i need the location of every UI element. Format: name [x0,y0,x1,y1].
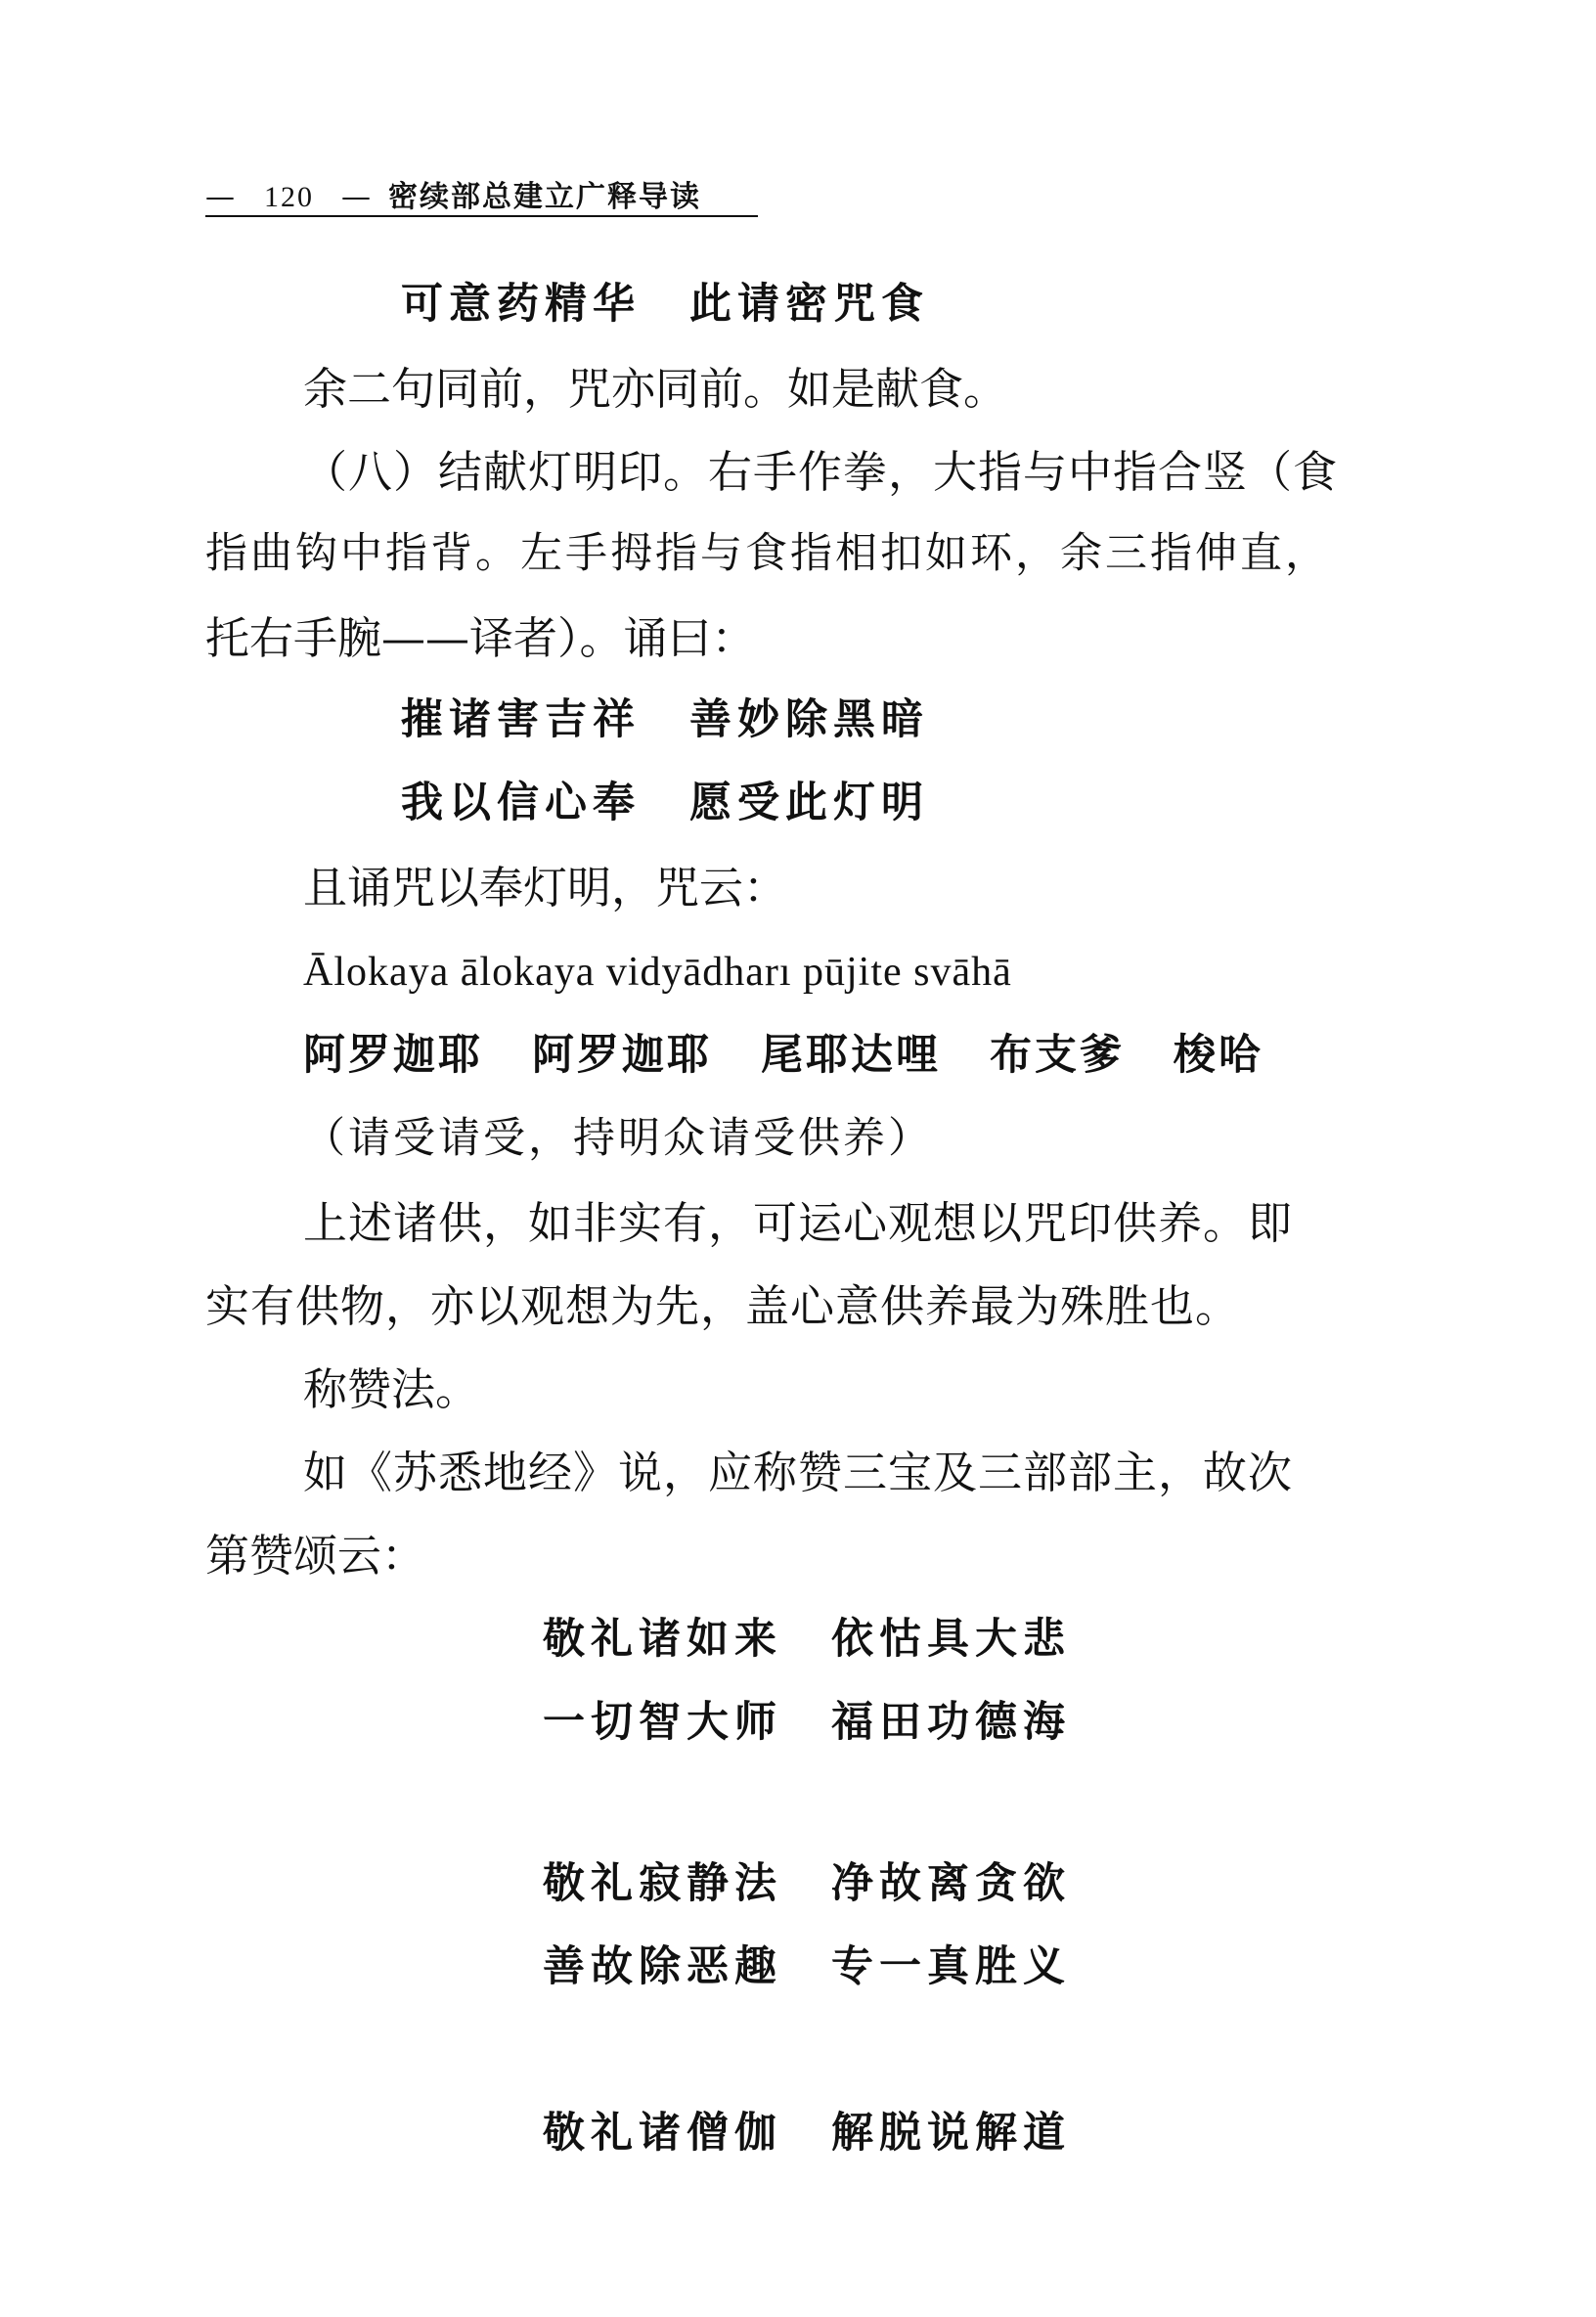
verse-line [543,1942,1071,1991]
verse-half: 摧诸害吉祥 [401,695,641,744]
header-dash-right: — [341,180,373,214]
verse-half: 我以信心奉 [401,779,641,827]
paragraph-line: （八）结献灯明印。右手作拳，大指与中指合竖（食 [303,446,1339,498]
mantra-word: 阿罗迦耶 [532,1031,712,1080]
verse-half: 解脱说解道 [831,2109,1071,2158]
mantra-word: 尾耶达哩 [761,1031,941,1080]
verse-half: 敬礼诸如来 [543,1615,782,1664]
verse-half: 敬礼寂静法 [543,1859,782,1908]
paragraph-line: （请受请受，持明众请受供养） [303,1114,933,1163]
verse-line [401,779,929,827]
mantra-word: 阿罗迦耶 [303,1031,483,1080]
verse-half: 依怙具大悲 [831,1615,1071,1664]
paragraph-line: 且诵咒以奉灯明，咒云： [303,862,788,913]
paragraph-line: 托右手腕——译者）。诵曰： [205,612,756,664]
verse-half: 愿受此灯明 [689,779,929,827]
paragraph-line: 实有供物，亦以观想为先，盖心意供养最为殊胜也。 [205,1280,1241,1332]
verse-half: 可意药精华 [401,280,641,329]
mantra-word: 梭哈 [1174,1031,1264,1080]
verse-half: 此请密咒食 [689,280,929,329]
verse-line [543,1698,1071,1747]
mantra-line [303,1031,1264,1080]
paragraph-line: 指曲钩中指背。左手拇指与食指相扣如环，余三指伸直， [205,529,1330,578]
verse-line [401,280,929,329]
running-header [205,172,701,215]
book-title: 密续部总建立广释导读 [388,180,701,214]
verse-half: 一切智大师 [543,1698,782,1747]
paragraph-line: 称赞法。 [303,1363,480,1415]
verse-line [543,2109,1071,2158]
paragraph-line: 余二句同前，咒亦同前。如是献食。 [303,363,1008,415]
paragraph-line: 第赞颂云： [205,1530,426,1582]
header-rule [205,215,758,217]
transliteration-line: Ālokaya ālokaya vidyādharı pūjite svāhā [303,950,1012,995]
paragraph-line: 如《苏悉地经》说，应称赞三宝及三部部主，故次 [303,1447,1294,1498]
verse-half: 敬礼诸僧伽 [543,2109,782,2158]
verse-line [543,1859,1071,1908]
paragraph-line: 上述诸供，如非实有，可运心观想以咒印供养。即 [303,1197,1294,1249]
verse-line [401,695,929,744]
verse-half: 善故除恶趣 [543,1942,782,1991]
verse-line [543,1615,1071,1664]
verse-half: 专一真胜义 [831,1942,1071,1991]
header-dash-left: — [205,180,237,214]
mantra-word: 布支爹 [990,1031,1125,1080]
verse-half: 福田功德海 [831,1698,1071,1747]
page-number: 120 [264,181,314,213]
verse-half: 善妙除黑暗 [689,695,929,744]
verse-half: 净故离贪欲 [831,1859,1071,1908]
